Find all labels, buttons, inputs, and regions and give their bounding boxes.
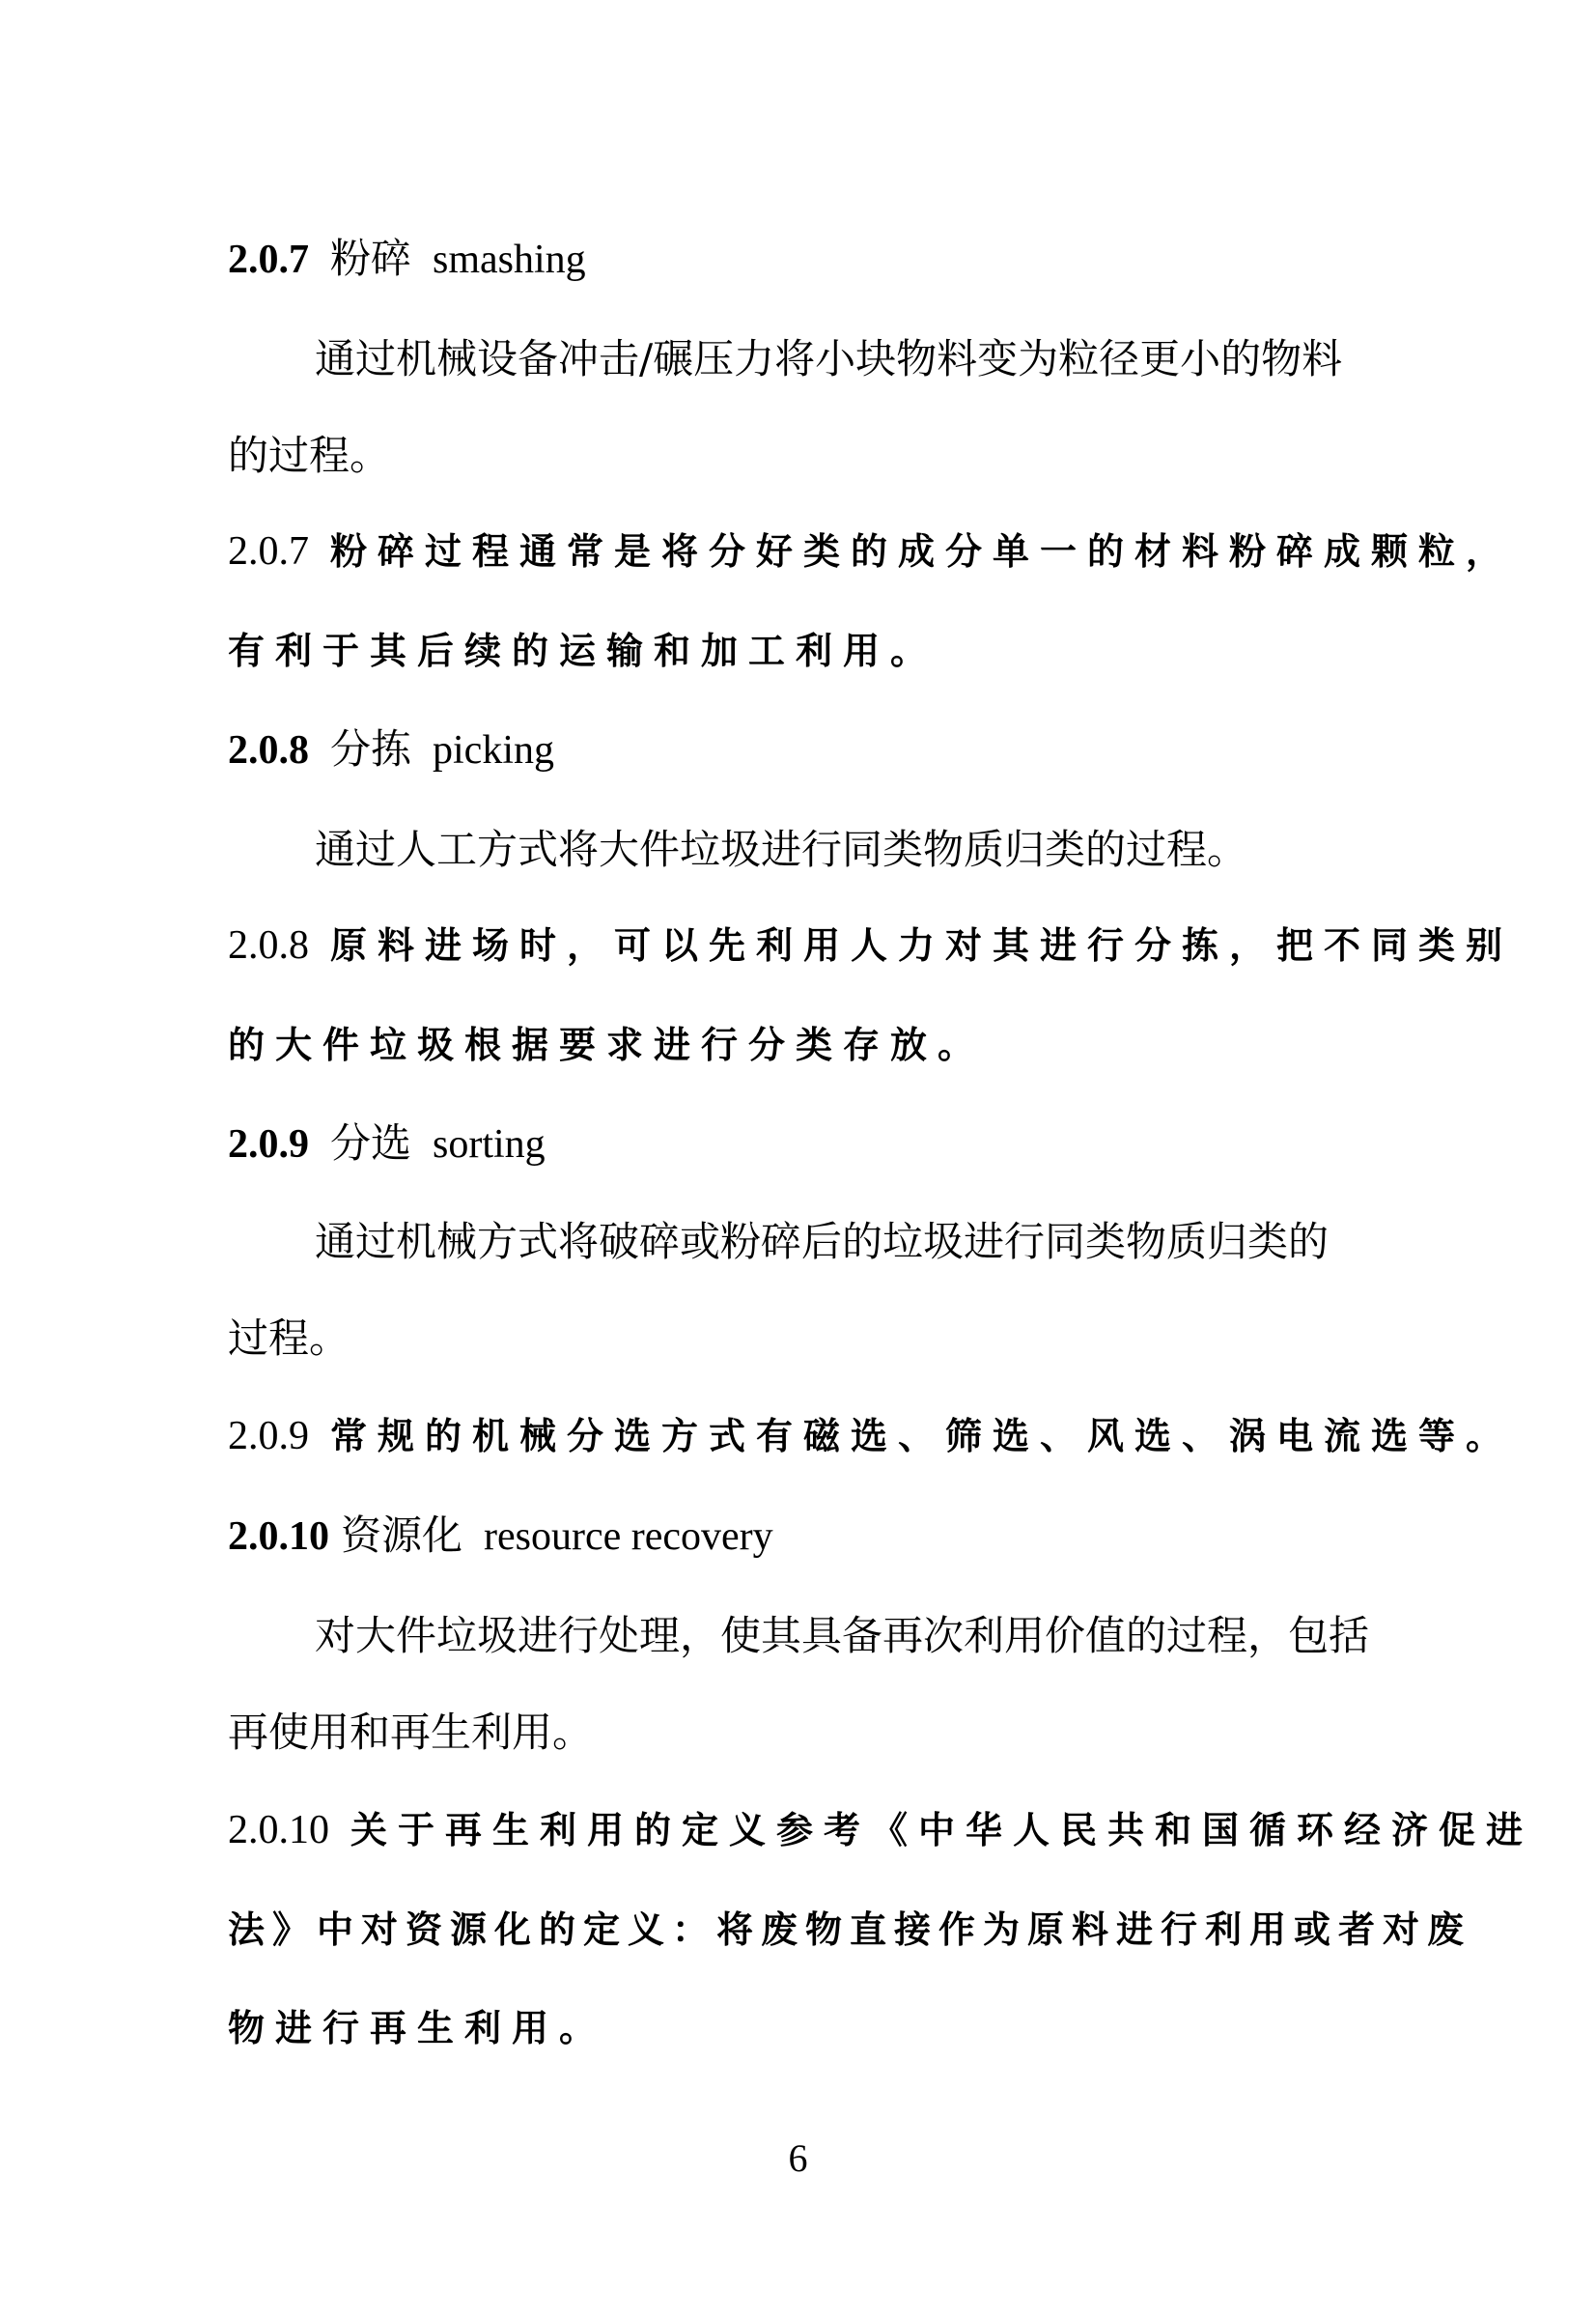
term-number: 2.0.8 xyxy=(228,728,309,773)
explanation-line: 关于再生利用的定义参考《中华人民共和国循环经济促进 xyxy=(350,1808,1534,1851)
term-english: smashing xyxy=(433,238,586,282)
term-heading-2-0-7 xyxy=(228,230,1396,289)
explanation-line: 常规的机械分选方式有磁选、筛选、风选、涡电流选等。 xyxy=(330,1414,1514,1457)
term-english: resource recovery xyxy=(484,1514,773,1559)
definition-line: 通过机械方式将破碎或粉碎后的垃圾进行同类物质归类的 xyxy=(315,1218,1330,1265)
definition-line: 的过程。 xyxy=(228,432,391,479)
term-number: 2.0.7 xyxy=(228,238,309,282)
term-heading-2-0-9 xyxy=(228,1115,1396,1173)
definition-line: 对大件垃圾进行处理，使其具备再次利用价值的过程，包括 xyxy=(315,1612,1370,1659)
explanation-heading-2-0-8 xyxy=(228,916,1514,974)
explanation-heading-2-0-7 xyxy=(228,522,1514,580)
explanation-number: 2.0.7 xyxy=(228,529,309,574)
term-chinese: 粉碎 xyxy=(330,235,412,282)
term-number: 2.0.10 xyxy=(228,1514,329,1559)
term-heading-2-0-10 xyxy=(228,1507,1396,1566)
explanation-number: 2.0.9 xyxy=(228,1414,309,1458)
term-chinese: 分拣 xyxy=(330,725,412,773)
definition-line: 过程。 xyxy=(228,1314,350,1362)
term-english: picking xyxy=(433,728,554,773)
explanation-line: 原料进场时，可以先利用人力对其进行分拣，把不同类别 xyxy=(330,923,1514,967)
explanation-heading-2-0-9 xyxy=(228,1406,1514,1465)
explanation-line: 有利于其后续的运输和加工利用。 xyxy=(228,629,938,672)
explanation-line: 物进行再生利用。 xyxy=(228,2006,607,2049)
definition-line: 通过人工方式将大件垃圾进行同类物质归类的过程。 xyxy=(315,826,1248,873)
explanation-line: 法》中对资源化的定义：将废物直接作为原料进行利用或者对废 xyxy=(228,1907,1472,1951)
explanation-line: 的大件垃圾根据要求进行分类存放。 xyxy=(228,1023,986,1066)
term-number: 2.0.9 xyxy=(228,1122,309,1167)
term-english: sorting xyxy=(433,1122,546,1167)
definition-line: 再使用和再生利用。 xyxy=(228,1709,594,1756)
term-heading-2-0-8 xyxy=(228,720,1396,779)
page-number: 6 xyxy=(788,2136,808,2180)
explanation-heading-2-0-10 xyxy=(228,1800,1534,1859)
explanation-line: 粉碎过程通常是将分好类的成分单一的材料粉碎成颗粒， xyxy=(330,529,1514,573)
explanation-number: 2.0.8 xyxy=(228,923,309,968)
term-chinese: 分选 xyxy=(330,1119,412,1167)
definition-line: 通过机械设备冲击/碾压力将小块物料变为粒径更小的物料 xyxy=(315,335,1343,382)
term-chinese: 资源化 xyxy=(341,1511,463,1559)
explanation-number: 2.0.10 xyxy=(228,1808,329,1852)
